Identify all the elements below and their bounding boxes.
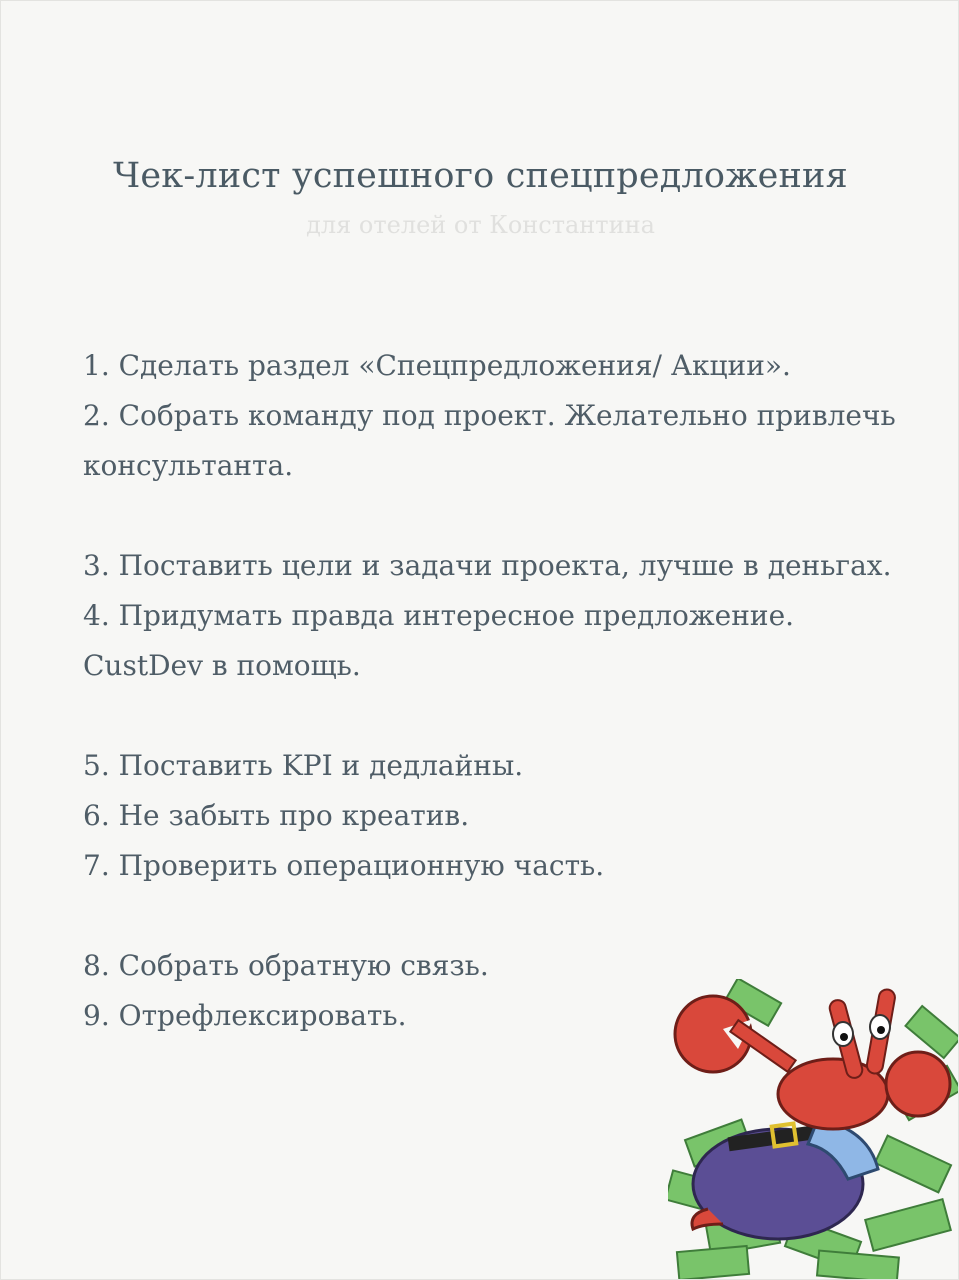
checklist-item: 2. Собрать команду под проект. Желательно привлечь консультанта.	[83, 399, 896, 482]
checklist-item: 5. Поставить KPI и дедлайны.	[83, 749, 524, 782]
checklist-item: 6. Не забыть про креатив.	[83, 799, 470, 832]
checklist-item: 8. Собрать обратную связь.	[83, 949, 489, 982]
checklist-item: 9. Отрефлексировать.	[83, 999, 407, 1032]
checklist-item: 3. Поставить цели и задачи проекта, лучше в деньгах.	[83, 549, 892, 582]
checklist-group	[83, 341, 903, 491]
page-title: Чек-лист успешного спецпредложения	[113, 156, 848, 196]
checklist-group	[83, 741, 903, 891]
page-subtitle: для отелей от Константина	[306, 211, 655, 239]
checklist-item: 4. Придумать правда интересное предложение. CustDev в помощь.	[83, 599, 795, 682]
checklist-item: 1. Сделать раздел «Спецпредложения/ Акции».	[83, 349, 791, 382]
checklist-item: 7. Проверить операционную часть.	[83, 849, 605, 882]
checklist-group	[83, 541, 903, 691]
crab-on-money-icon	[668, 979, 958, 1279]
